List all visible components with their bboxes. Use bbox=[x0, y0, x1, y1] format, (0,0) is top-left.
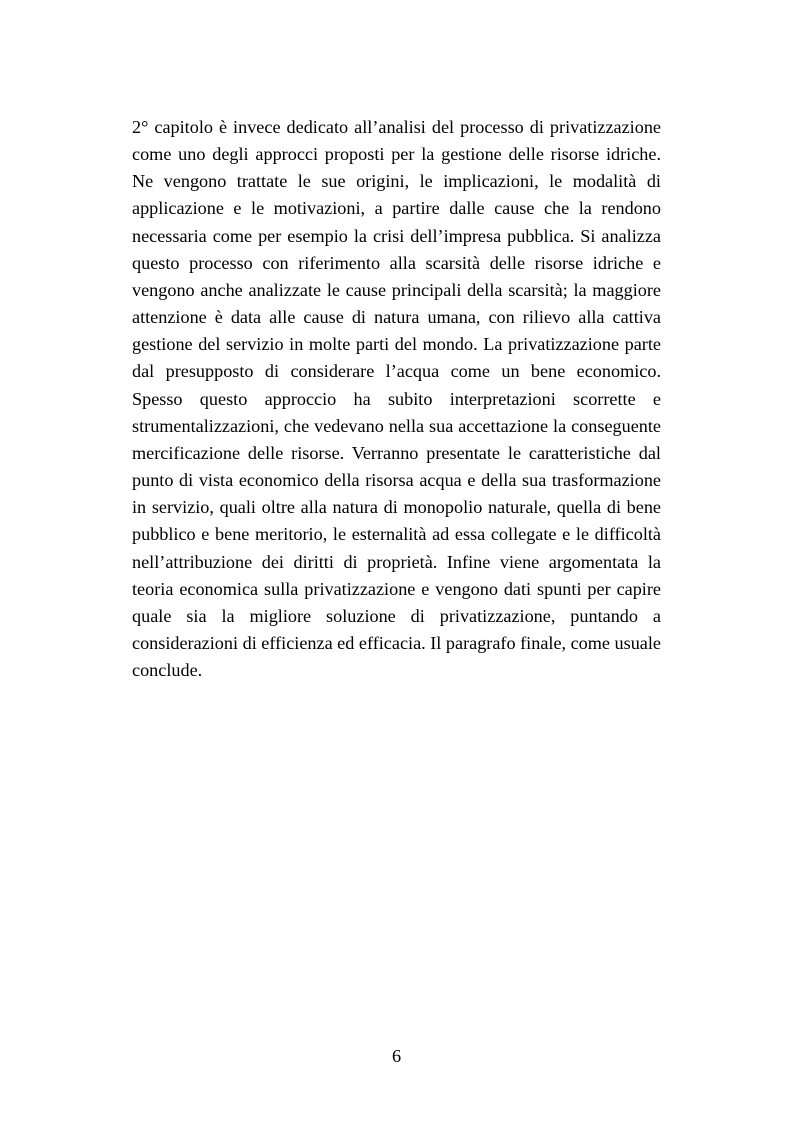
page-number: 6 bbox=[391, 1046, 402, 1066]
body-paragraph: 2° capitolo è invece dedicato all’analisi del processo di privatizzazione come uno degli approcci proposti per la gestione delle risorse idriche. Ne vengono trattate le sue origini, le implicazioni, le modalità di applicazione e le motivazioni, a partire dalle cause che la rendono necessaria come per esempio la crisi dell’impresa pubblica. Si analizza questo processo con riferimento alla scarsità delle risorse idriche e vengono anche analizzate le cause principali della scarsità; la maggiore attenzione è data alle cause di natura umana, con rilievo alla cattiva gestione del servizio in molte parti del mondo. La privatizzazione parte dal presupposto di considerare l’acqua come un bene economico. Spesso questo approccio ha subito interpretazioni scorrette e strumentalizzazioni, che vedevano nella sua accettazione la conseguente mercificazione delle risorse. Verranno presentate le caratteristiche dal punto di vista economico della risorsa acqua e della sua trasformazione in servizio, quali oltre alla natura di monopolio naturale, quella di bene pubblico e bene meritorio, le esternalità ad essa collegate e le difficoltà nell’attribuzione dei diritti di proprietà. Infine viene argomentata la teoria economica sulla privatizzazione e vengono dati spunti per capire quale sia la migliore soluzione di privatizzazione, puntando a considerazioni di efficienza ed efficacia. Il paragrafo finale, come usuale conclude. bbox=[132, 117, 662, 681]
